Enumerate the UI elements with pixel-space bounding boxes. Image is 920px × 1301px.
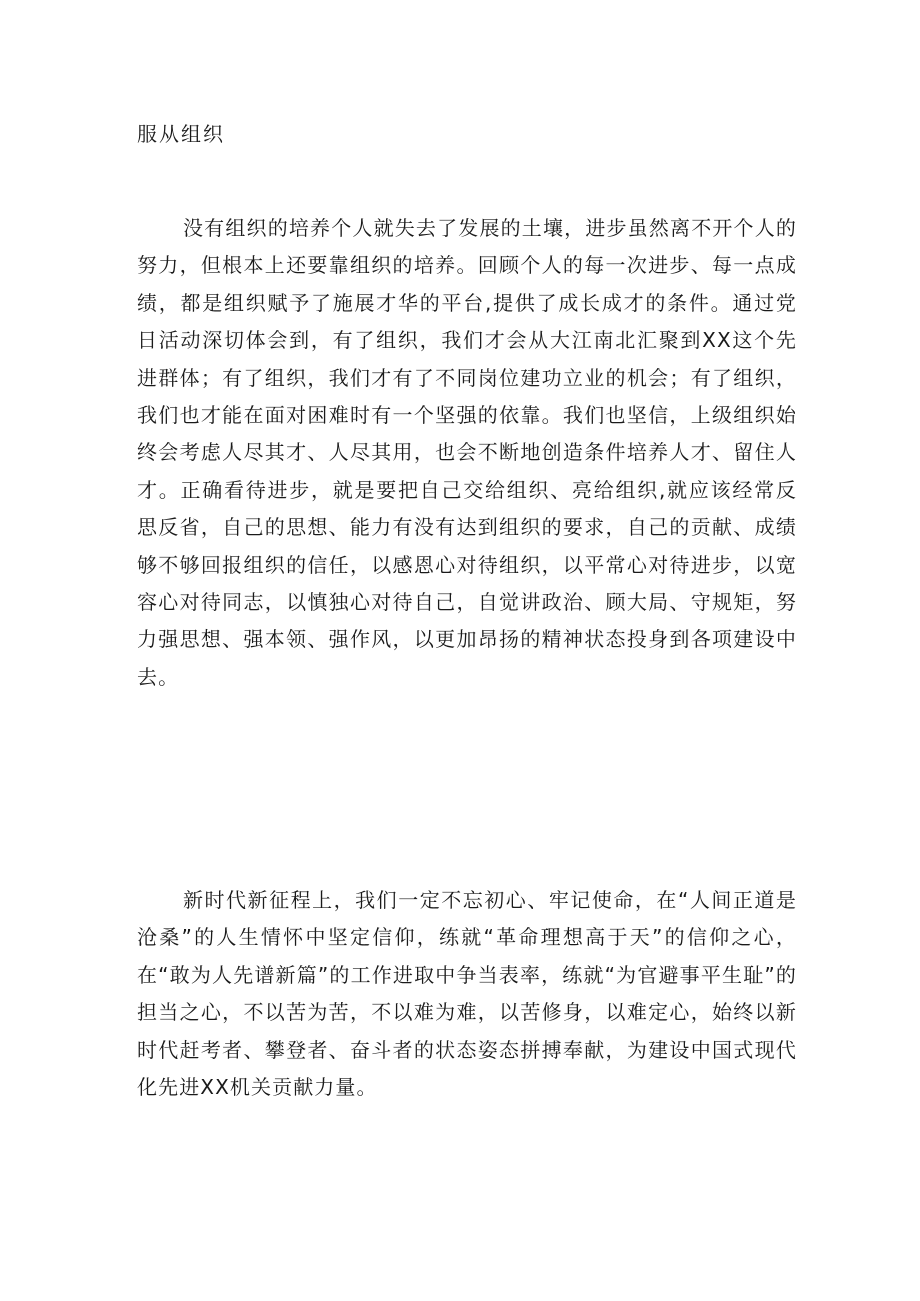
paragraph-organization-training: 没有组织的培养个人就失去了发展的土壤，进步虽然离不开个人的努力，但根本上还要靠组织的培养。回顾个人的每一次进步、每一点成绩，都是组织赋予了施展才华的平台,提供了成长成才的条件。通过党日活动深切体会到，有了组织，我们才会从大江南北汇聚到XX这个先进群体；有了组织，我们才有了不同岗位建功立业的机会；有了组织，我们也才能在面对困难时有一个坚强的依靠。我们也坚信，上级组织始终会考虑人尽其才、人尽其用，也会不断地创造条件培养人才、留住人才。正确看待进步，就是要把自己交给组织、亮给组织,就应该经常反思反省，自己的思想、能力有没有达到组织的要求，自己的贡献、成绩够不够回报组织的信任，以感恩心对待组织，以平常心对待进步，以宽容心对待同志，以慎独心对待自己，自觉讲政治、顾大局、守规矩，努力强思想、强本领、强作风，以更加昂扬的精神状态投身到各项建设中去。	[137, 216, 797, 689]
paragraph-new-era-commitment: 新时代新征程上，我们一定不忘初心、牢记使命，在“人间正道是沧桑”的人生情怀中坚定信仰，练就“革命理想高于天”的信仰之心，在“敢为人先谱新篇”的工作进取中争当表率，练就“为官避事平生耻”的担当之心，不以苦为苦，不以难为难，以苦修身，以难定心，始终以新时代赶考者、攀登者、奋斗者的状态姿态拼搏奉献，为建设中国式现代化先进XX机关贡献力量。	[137, 888, 797, 1100]
section-heading: 服从组织	[137, 122, 225, 146]
